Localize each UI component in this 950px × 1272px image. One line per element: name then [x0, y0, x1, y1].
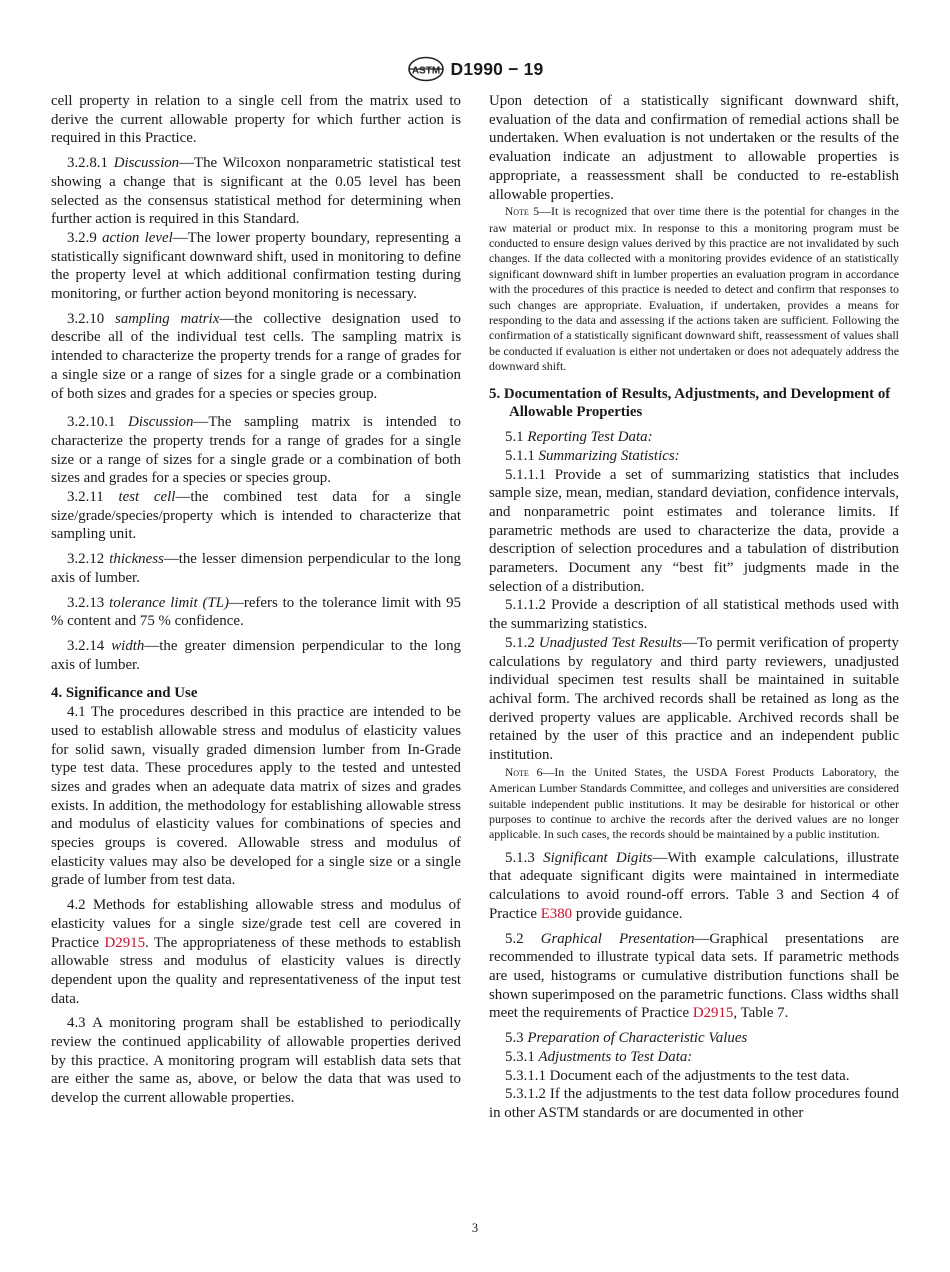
section-4-2: 4.2 Methods for establishing allowable stress and modulus of elasticity values for a single size/grade test cell are covered in Practice D2915. The appropriateness of these methods to establish allowable stress and modulus of elasticity values is directly dependent upon the quality and representativeness of the input test data.	[51, 897, 461, 1007]
paragraph-continuation: cell property in relation to a single cell from the matrix used to derive the current allowable property for which further action is required in this Practice.	[51, 93, 461, 147]
section-4-heading: 4. Significance and Use	[51, 685, 198, 702]
section-3-2-11: 3.2.11 test cell—the combined test data for a single size/grade/species/property which is intended to characterize that sampling unit.	[51, 489, 461, 543]
section-5-3-1-1: 5.3.1.1 Document each of the adjustments to the test data.	[505, 1067, 850, 1084]
section-4-1: 4.1 The procedures described in this practice are intended to be used to establish allowable stress and modulus of elasticity values for solid sawn, visually graded dimension lumber from In-Grade type test data. These procedures apply to the tested and untested sizes and grades when an adequate data matrix of sizes and grades exists. In addition, the methodology for establishing allowable stress and modulus of elasticity values for combinations of species and species groups is covered. Allowable stress and modulus of elasticity values may also be developed for a single size or a single grade of lumber from test data.	[51, 704, 461, 889]
left-column	[51, 92, 461, 1108]
d2915-reference-link[interactable]: D2915	[104, 934, 146, 951]
section-3-2-13: 3.2.13 tolerance limit (TL)—refers to the tolerance limit with 95 % content and 75 % confidence.	[51, 594, 461, 630]
section-5-1-1: 5.1.1 Summarizing Statistics:	[505, 447, 680, 464]
note-6: Note 6—In the United States, the USDA Forest Products Laboratory, the American Lumber Standards Committee, and colleges and universities are considered suitable independent public institutions. It may be desirable for historical or other purposes to continue to archive the records after the derived values are no longer applicable. In such cases, the records should be maintained by a public institution.	[489, 764, 899, 842]
section-5-2: 5.2 Graphical Presentation—Graphical presentations are recommended to illustrate typical data sets. If parametric methods are used, histograms or cumulative distribution functions shall be shown superimposed on the parametric functions. Class widths shall meet the requirements of Practice D2915, Table 7.	[489, 930, 899, 1022]
section-5-heading: 5. Documentation of Results, Adjustments, and Development of Allowable Properties	[489, 385, 891, 421]
page-header	[0, 55, 950, 83]
section-3-2-10-1: 3.2.10.1 Discussion—The sampling matrix is intended to characterize the property trends for a range of grades for a single size or a range of sizes for a single grade or a combination of both sizes and grades for a species or species group.	[51, 414, 461, 487]
note-5: Note 5—It is recognized that over time there is the potential for changes in the raw material or product mix. In response to this a monitoring program must be conducted to ensure design values derived by this practice are not invalidated by such changes. If the data collected with a monitoring provides evidence of an statistically significant downward shift in lumber properties an evaluation program in accordance with the procedures of this practice is needed to detect and confirm that responses to such changes are appropriate. Evaluation, if undertaken, provides a means for responding to the data and assessing if the actions taken are sufficient. Following the confirmation of a statistically significant downward shift, reassessment of values shall be conducted if evaluation is either not undertaken or does not adequately address the downward shift.	[489, 204, 899, 374]
section-3-2-8-1: 3.2.8.1 Discussion—The Wilcoxon nonparametric statistical test showing a change that is significant at the 0.05 level has been selected as the consensus statistical method for determining when further action is required in this Standard.	[51, 155, 462, 228]
section-5-1-2: 5.1.2 Unadjusted Test Results—To permit verification of property calculations by regulatory and third party reviewers, unadjusted individual specimen test results shall be maintained in suitable achival form. The archived records shall be retained as long as the derived property values are applicable. Archived records shall be retained by the user of this practice and an independent public institution.	[489, 634, 899, 764]
svg-text:ASTM: ASTM	[411, 65, 440, 77]
right-column	[489, 92, 899, 1123]
e380-reference-link[interactable]: E380	[540, 905, 573, 922]
astm-logo-icon	[407, 56, 445, 82]
section-3-2-9: 3.2.9 action level—The lower property boundary, representing a statistically significant downward shift, used in monitoring to define the property level at which additional confirmation testing during monitoring, or further action beyond monitoring is necessary.	[51, 229, 461, 303]
section-5-1-1-2: 5.1.1.2 Provide a description of all statistical methods used with the summarizing statistics.	[489, 597, 899, 633]
d2915-reference-link[interactable]: D2915	[692, 1005, 734, 1022]
section-5-3-1: 5.3.1 Adjustments to Test Data:	[505, 1048, 693, 1065]
page-number: 3	[471, 1221, 479, 1235]
section-5-1: 5.1 Reporting Test Data:	[505, 429, 653, 446]
section-5-1-3: 5.1.3 Significant Digits—With example calculations, illustrate that adequate significant digits were maintained in intermediate calculations to avoid round-off errors. Table 3 and Section 4 of Practice E380 provide guidance.	[489, 849, 899, 922]
document-designation: D1990 − 19	[450, 58, 544, 79]
paragraph-continuation: Upon detection of a statistically significant downward shift, evaluation of the data and confirmation of remedial actions shall be undertaken. When evaluation is not undertaken or the results of the evaluation indicate an adjustment to allowable properties is appropriate, a reassessment shall be conducted to re-establish allowable properties.	[489, 93, 899, 203]
section-3-2-10: 3.2.10 sampling matrix—the collective designation used to describe all of the individual test cells. The sampling matrix is intended to characterize the property trends for a range of grades for a single size or a range of sizes for a single grade or a combination of both sizes and grades for a species or species group.	[51, 310, 461, 402]
section-5-1-1-1: 5.1.1.1 Provide a set of summarizing statistics that includes sample size, mean, median, standard deviation, confidence intervals, and nonparametric point estimates and tolerance limits. If parametric methods are used to characterize the data, provide a description of selection procedures and a tabulation of distribution parameters. Document any “best fit” judgments made in the selection of a distribution.	[489, 466, 899, 595]
section-5-3-1-2: 5.3.1.2 If the adjustments to the test data follow procedures found in other ASTM standards or are documented in other	[489, 1086, 899, 1121]
section-3-2-12: 3.2.12 thickness—the lesser dimension perpendicular to the long axis of lumber.	[51, 551, 461, 586]
section-5-3: 5.3 Preparation of Characteristic Values	[505, 1030, 748, 1047]
section-3-2-14: 3.2.14 width—the greater dimension perpendicular to the long axis of lumber.	[51, 637, 462, 673]
section-4-3: 4.3 A monitoring program shall be established to periodically review the continued applicability of allowable properties derived by this practice. A monitoring program will establish data sets that are either the same as, above, or below the data that was used to develop the current allowable properties.	[51, 1015, 461, 1107]
